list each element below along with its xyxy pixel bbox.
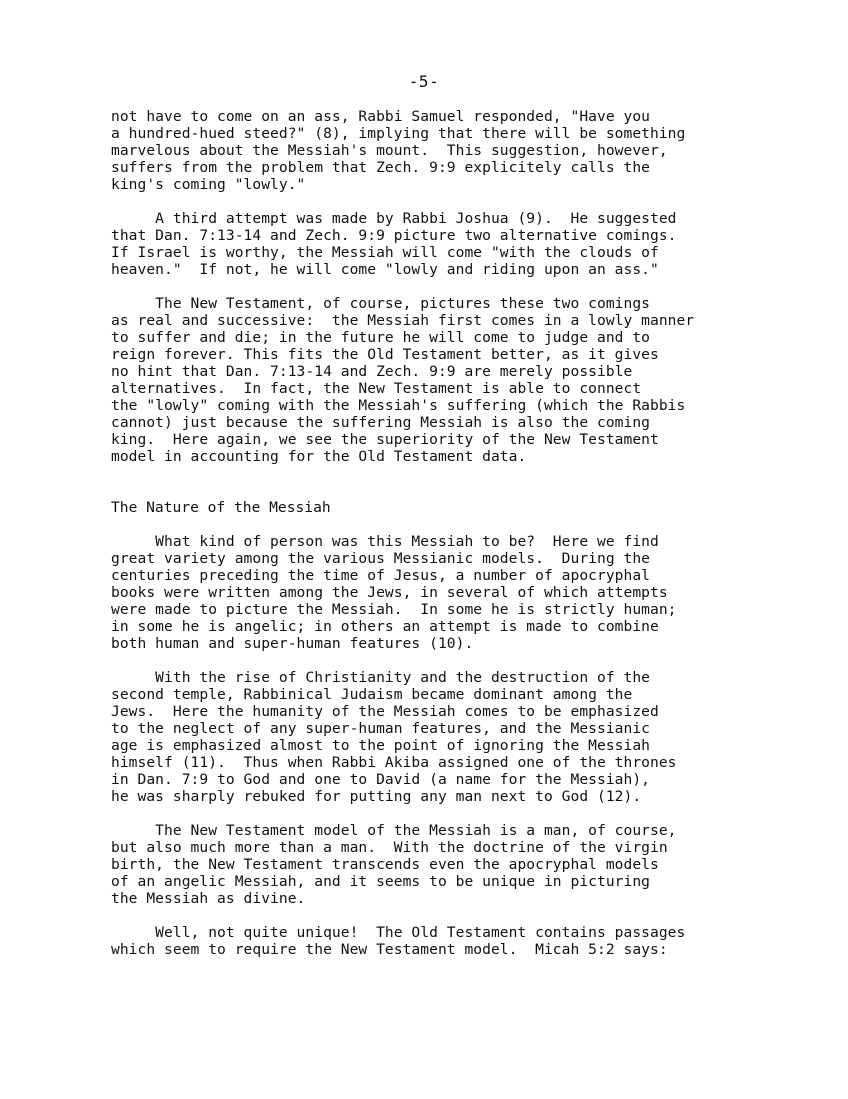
text-line: second temple, Rabbinical Judaism became dominant among the <box>111 686 633 703</box>
paragraph-gap <box>111 278 811 295</box>
paragraph-rabbi-samuel <box>111 108 811 193</box>
text-line: With the rise of Christianity and the destruction of the <box>111 669 651 686</box>
text-line: of an angelic Messiah, and it seems to be unique in picturing <box>111 873 651 890</box>
text-line: a hundred-hued steed?" (8), implying that there will be something <box>111 125 686 142</box>
text-line: not have to come on an ass, Rabbi Samuel responded, "Have you <box>111 108 651 125</box>
text-line: books were written among the Jews, in several of which attempts <box>111 584 668 601</box>
paragraph-rabbinical-judaism <box>111 669 811 805</box>
text-line: birth, the New Testament transcends even the apocryphal models <box>111 856 659 873</box>
paragraph-new-testament-model <box>111 822 811 907</box>
text-line: Jews. Here the humanity of the Messiah comes to be emphasized <box>111 703 659 720</box>
text-line: to the neglect of any super-human features, and the Messianic <box>111 720 651 737</box>
text-line: The New Testament, of course, pictures these two comings <box>111 295 651 312</box>
text-line: which seem to require the New Testament model. Micah 5:2 says: <box>111 941 668 958</box>
text-line: in Dan. 7:9 to God and one to David (a name for the Messiah), <box>111 771 651 788</box>
document-body <box>111 108 811 958</box>
paragraph-rabbi-joshua <box>111 210 811 278</box>
text-line: What kind of person was this Messiah to be? Here we find <box>111 533 659 550</box>
text-line: to suffer and die; in the future he will come to judge and to <box>111 329 651 346</box>
text-line: alternatives. In fact, the New Testament is able to connect <box>111 380 642 397</box>
text-line: suffers from the problem that Zech. 9:9 explicitely calls the <box>111 159 651 176</box>
text-line: model in accounting for the Old Testament data. <box>111 448 527 465</box>
text-line: king. Here again, we see the superiority of the New Testament <box>111 431 659 448</box>
paragraph-gap <box>111 193 811 210</box>
text-line: himself (11). Thus when Rabbi Akiba assigned one of the thrones <box>111 754 677 771</box>
paragraph-gap <box>111 652 811 669</box>
text-line: marvelous about the Messiah's mount. This suggestion, however, <box>111 142 668 159</box>
text-line: were made to picture the Messiah. In some he is strictly human; <box>111 601 677 618</box>
text-line: centuries preceding the time of Jesus, a number of apocryphal <box>111 567 651 584</box>
text-line: cannot) just because the suffering Messiah is also the coming <box>111 414 651 431</box>
page-number: -5- <box>408 72 440 91</box>
text-line: in some he is angelic; in others an attempt is made to combine <box>111 618 659 635</box>
text-line: no hint that Dan. 7:13-14 and Zech. 9:9 are merely possible <box>111 363 633 380</box>
text-line: reign forever. This fits the Old Testament better, as it gives <box>111 346 659 363</box>
text-line: that Dan. 7:13-14 and Zech. 9:9 picture two alternative comings. <box>111 227 677 244</box>
paragraph-not-quite-unique <box>111 924 811 958</box>
text-line: he was sharply rebuked for putting any man next to God (12). <box>111 788 642 805</box>
text-line: as real and successive: the Messiah first comes in a lowly manner <box>111 312 695 329</box>
text-line: heaven." If not, he will come "lowly and riding upon an ass." <box>111 261 659 278</box>
paragraph-gap <box>111 805 811 822</box>
text-line: great variety among the various Messianic models. During the <box>111 550 651 567</box>
text-line: the "lowly" coming with the Messiah's suffering (which the Rabbis <box>111 397 686 414</box>
text-line: If Israel is worthy, the Messiah will come "with the clouds of <box>111 244 659 261</box>
section-heading: The Nature of the Messiah <box>111 499 331 516</box>
text-line: age is emphasized almost to the point of ignoring the Messiah <box>111 737 651 754</box>
text-line: but also much more than a man. With the doctrine of the virgin <box>111 839 668 856</box>
text-line: Well, not quite unique! The Old Testament contains passages <box>111 924 686 941</box>
text-line: A third attempt was made by Rabbi Joshua (9). He suggested <box>111 210 677 227</box>
paragraph-kind-of-person <box>111 533 811 652</box>
text-line: king's coming "lowly." <box>111 176 306 193</box>
text-line: both human and super-human features (10). <box>111 635 474 652</box>
paragraph-new-testament-comings <box>111 295 811 465</box>
text-line: the Messiah as divine. <box>111 890 306 907</box>
paragraph-gap <box>111 907 811 924</box>
text-line: The New Testament model of the Messiah is a man, of course, <box>111 822 677 839</box>
